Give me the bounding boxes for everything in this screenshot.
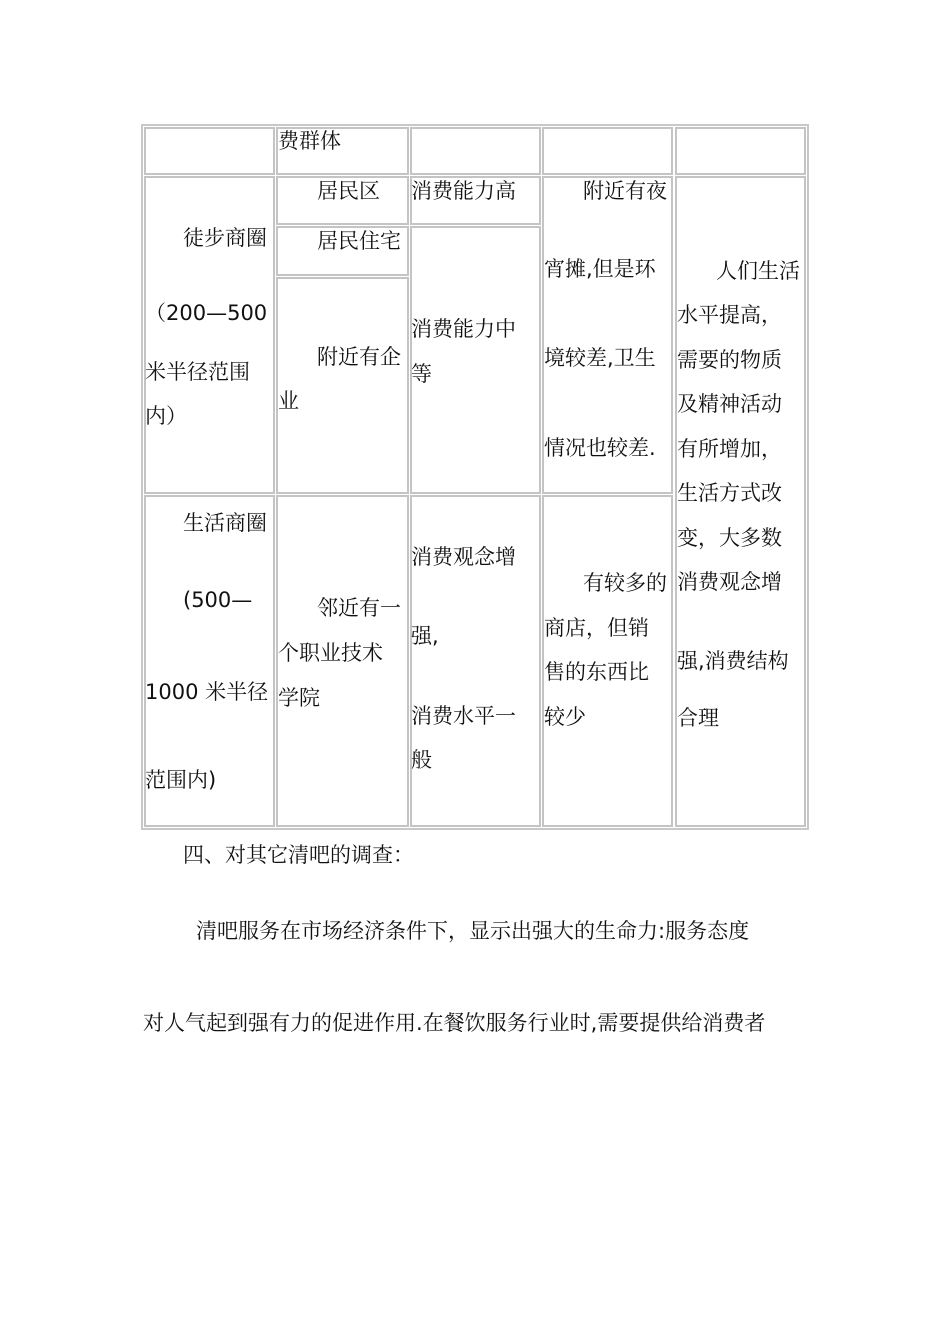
walk-circle-range-1: （200—500 (145, 301, 268, 325)
walk-env-text-4: 情况也较差. (544, 436, 656, 460)
walk-env-text-2: 宵摊,但是环 (544, 257, 656, 281)
walk-env-text-1: 附近有夜 (583, 179, 667, 203)
table-cell-r0c4 (542, 127, 673, 175)
walk-circle-range-3: 内） (145, 404, 187, 428)
walk-sub2-text: 居民住宅 (317, 229, 401, 253)
walk-circle-range-2: 米半径范围 (145, 360, 250, 384)
life-env-text-2: 商店，但销 (544, 616, 649, 640)
life-sub-text-2: 个职业技术 (278, 641, 383, 665)
summary-text-2: 水平提高， (677, 303, 782, 327)
table-cell-r0c3 (410, 127, 541, 175)
summary-text-4: 及精神活动 (677, 392, 782, 416)
life-cons-text-4: 般 (411, 748, 432, 772)
walk-cons2-text-1: 消费能力中 (411, 317, 516, 341)
table-cell-r0c1 (144, 127, 275, 175)
walk-circle-name: 徒步商圈 (183, 226, 267, 250)
paragraph-line-2: 对人气起到强有力的促进作用.在餐饮服务行业时,需要提供给消费者 (143, 1011, 766, 1035)
life-cons-text-2: 强, (411, 624, 439, 648)
section-heading: 四、对其它清吧的调查： (183, 843, 414, 867)
walk-sub1-text: 居民区 (317, 179, 380, 203)
walk-sub3-text-2: 业 (278, 389, 299, 413)
table-cell-r0c5 (675, 127, 806, 175)
life-env-text-1: 有较多的 (583, 571, 667, 595)
walk-cons2-text-2: 等 (411, 362, 432, 386)
summary-text-9: 强,消费结构 (677, 649, 789, 673)
walk-cons1-text: 消费能力高 (411, 179, 516, 203)
life-sub-text-3: 学院 (278, 686, 320, 710)
walk-env-text-3: 境较差,卫生 (544, 346, 656, 370)
summary-text-8: 消费观念增 (677, 570, 782, 594)
life-env-text-3: 售的东西比 (544, 660, 649, 684)
summary-text-5: 有所增加， (677, 437, 782, 461)
summary-text-1: 人们生活 (716, 259, 800, 283)
life-env-text-4: 较少 (544, 705, 586, 729)
walk-sub3-text-1: 附近有企 (317, 345, 401, 369)
life-circle-range-2: 1000 米半径 (145, 680, 269, 704)
life-circle-name: 生活商圈 (183, 511, 267, 535)
life-circle-range-3: 范围内) (145, 768, 217, 792)
walk-circle-name-cell (144, 176, 275, 494)
life-circle-range-1: (500— (183, 588, 253, 612)
row0-col2-text: 费群体 (278, 129, 341, 153)
summary-text-10: 合理 (677, 706, 719, 730)
walk-cons2-cell (410, 226, 541, 494)
life-cons-text-3: 消费水平一 (411, 704, 516, 728)
paragraph-line-1: 清吧服务在市场经济条件下，显示出强大的生命力:服务态度 (196, 919, 750, 943)
life-cons-text-1: 消费观念增 (411, 545, 516, 569)
walk-sub3-cell (276, 277, 409, 494)
summary-text-7: 变，大多数 (677, 526, 782, 550)
summary-text-6: 生活方式改 (677, 481, 782, 505)
summary-text-3: 需要的物质 (677, 348, 782, 372)
life-sub-text-1: 邻近有一 (317, 596, 401, 620)
